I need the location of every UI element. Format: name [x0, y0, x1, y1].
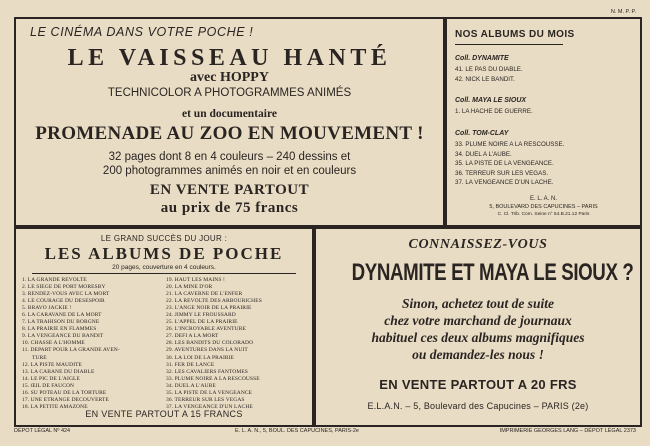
list-item: 14. LE PIC DE L'AIGLE — [22, 375, 80, 382]
pocket-divider — [32, 273, 296, 274]
list-item: 27. DEFI A LA MORT — [166, 333, 219, 340]
dynamite-ad-title: DYNAMITE ET MAYA LE SIOUX ? — [351, 259, 634, 286]
list-item: 6. LA CARAVANE DE LA MORT — [22, 312, 102, 319]
footer-middle: E. L. A. N., 5, BOUL. DES CAPUCINES, PARIS-2e — [235, 428, 359, 434]
list-item: TURE — [32, 354, 47, 361]
list-item: 20. LA MINE D'OR — [166, 284, 213, 291]
dynamite-body-line: ou demandez-les nous ! — [412, 347, 544, 362]
list-item: 7. LA TRAHISON DU BORGNE — [22, 319, 100, 326]
collection-dynamite: Coll. DYNAMITE — [455, 55, 509, 62]
list-item: 41. LE PAS DU DIABLE. — [455, 66, 523, 73]
main-ad-panel — [14, 17, 445, 227]
dynamite-body-line: chez votre marchand de journaux — [384, 313, 572, 328]
main-ad-desc-line2: 200 photogrammes animés en noir et en couleurs — [102, 165, 357, 177]
main-ad-price: au prix de 75 francs — [160, 200, 299, 216]
list-item: 36. TERREUR SUR LES VEGAS — [166, 396, 245, 403]
list-item: 35. LA PISTE DE LA VENGEANCE — [166, 389, 253, 396]
dynamite-ad-sale: EN VENTE PARTOUT A 20 FRS — [379, 377, 577, 392]
list-item: 4. LE COURAGE DU DESESPOIR — [22, 298, 105, 305]
dynamite-body-line: Sinon, achetez tout de suite — [402, 296, 554, 311]
pocket-right-list — [166, 277, 262, 411]
list-item: 22. LA REVOLTE DES ARBOURICHES — [166, 298, 262, 305]
publisher-registry: C. Cl. Trib. Com. Seine n° 54.B.21.12 Paris — [497, 212, 590, 217]
list-item: 21. LA CAVERNE DE L'ENFER — [166, 291, 243, 298]
pocket-albums-panel — [14, 227, 314, 427]
footer-right: IMPRIMERIE GEORGES LANG – DÉPOT LÉGAL 2373 — [499, 428, 636, 434]
list-item: 31. FER DE LANCE — [166, 361, 215, 368]
list-item: 15. ŒIL DE FAUCON — [22, 382, 75, 389]
list-item: 12. LA PISTE MAUDITE — [22, 361, 83, 368]
publisher-name: E. L. A. N. — [529, 196, 557, 202]
main-ad-technicolor: TECHNICOLOR A PHOTOGRAMMES ANIMÉS — [107, 87, 352, 99]
main-ad-sale: EN VENTE PARTOUT — [149, 182, 310, 198]
collection-tomclay-list — [455, 140, 564, 188]
main-ad-doc-title: PROMENADE AU ZOO EN MOUVEMENT ! — [35, 123, 424, 144]
list-item: 33. PLUME NOIRE A LA RESCOUSSE — [166, 375, 260, 382]
collection-dynamite-list — [455, 65, 523, 84]
list-item: 10. CHASSE A L'HOMME — [22, 340, 85, 347]
main-ad-desc-line1: 32 pages dont 8 en 4 couleurs – 240 dessins et — [108, 151, 351, 163]
pocket-albums-footer: EN VENTE PARTOUT A 15 FRANCS — [85, 409, 243, 419]
list-item: 17. UNE ETRANGE DECOUVERTE — [22, 396, 109, 403]
dynamite-ad-question: CONNAISSEZ-VOUS — [408, 237, 548, 252]
collection-tomclay: Coll. TOM-CLAY — [455, 130, 509, 137]
heading-underline — [455, 44, 563, 45]
list-item: 34. DUEL A L'AUBE. — [455, 150, 512, 158]
list-item: 24. JIMMY LE FROUSSARD — [166, 312, 236, 319]
our-albums-panel — [445, 17, 642, 227]
main-ad-tagline: LE CINÉMA DANS VOTRE POCHE ! — [30, 25, 254, 39]
pocket-left-list — [22, 277, 120, 411]
list-item: 8. LA PRAIRIE EN FLAMMES — [22, 326, 97, 333]
list-item: 33. PLUME NOIRE A LA RESCOUSSE. — [455, 141, 565, 148]
dynamite-ad-panel — [314, 227, 642, 427]
dynamite-ad-body — [316, 295, 640, 363]
dynamite-ad-address: E.L.A.N. – 5, Boulevard des Capucines – PARIS (2e) — [367, 401, 589, 411]
list-item: 9. LA VENGEANCE DU BANDIT — [22, 333, 104, 340]
list-item: 19. HAUT LES MAINS ! — [166, 277, 225, 283]
list-item: 34. DUEL A L'AUBE — [166, 382, 216, 389]
corner-code: N. M. P. P. — [610, 9, 636, 15]
list-item: 35. LA PISTE DE LA VENGEANCE. — [455, 160, 554, 168]
footer-left: DÉPOT LÉGAL Nº 424 — [14, 428, 71, 434]
main-ad-hero: avec HOPPY — [190, 70, 269, 85]
list-item: 37. LA VENGEANCE D'UN LACHE. — [455, 179, 554, 187]
pocket-albums-subtitle: 20 pages, couverture en 4 couleurs. — [112, 264, 216, 271]
list-item: 11. DEPART POUR LA GRANDE AVEN- — [22, 347, 120, 354]
list-item: 1. LA GRANDE REVOLTE — [22, 277, 87, 283]
list-item: 5. BRAVO JACKIE ! — [22, 305, 72, 312]
list-item: 13. LA CABANE DU DIABLE — [22, 368, 95, 375]
list-item: 18. LA PETITE AMAZONE — [22, 403, 88, 410]
list-item: 30. LA LOI DE LA PRAIRIE — [166, 354, 235, 361]
publisher-address: 5, BOULEVARD DES CAPUCINES – PARIS — [489, 204, 598, 210]
list-item: 29. AVENTURES DANS LA NUIT — [166, 347, 248, 354]
list-item: 42. NICK LE BANDIT. — [455, 75, 515, 83]
list-item: 26. L'INCROYABLE AVENTURE — [166, 326, 246, 333]
pocket-albums-intro: LE GRAND SUCCÈS DU JOUR : — [100, 234, 228, 243]
collection-maya-list — [455, 107, 533, 117]
main-ad-and-doc: et un documentaire — [182, 108, 277, 120]
list-item: 32. LES CAVALIERS FANTOMES — [166, 368, 248, 375]
list-item: 23. L'ANGE NOIR DE LA PRAIRIE — [166, 305, 252, 312]
list-item: 36. TERREUR SUR LES VEGAS. — [455, 169, 549, 177]
list-item: 1. LA HACHE DE GUERRE. — [455, 108, 533, 115]
list-item: 16. SU POTEAU DE LA TORTURE — [22, 389, 107, 396]
list-item: 28. LES BANDITS DU COLORADO — [166, 340, 254, 347]
collection-maya: Coll. MAYA LE SIOUX — [455, 97, 527, 104]
list-item: 25. L'APPEL DE LA PRAIRIE — [166, 319, 238, 326]
pocket-albums-title: LES ALBUMS DE POCHE — [44, 244, 284, 263]
list-item: 37. LA VENGEANCE D'UN LACHE — [166, 403, 253, 410]
our-albums-heading: NOS ALBUMS DU MOIS — [455, 29, 575, 40]
dynamite-body-line: habituel ces deux albums magnifiques — [371, 330, 585, 345]
list-item: 3. RENDEZ-VOUS AVEC LA MORT — [22, 291, 110, 298]
list-item: 2. LE SIEGE DE PORT MORESBY — [22, 284, 106, 291]
main-ad-title: LE VAISSEAU HANTÉ — [67, 45, 392, 71]
